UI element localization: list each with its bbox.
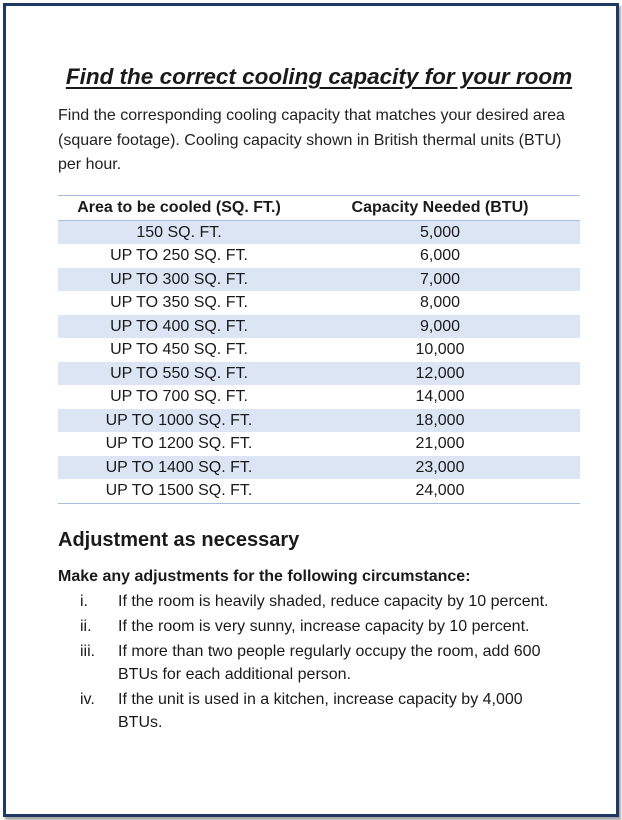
adjustment-subheading: Make any adjustments for the following circumstance: bbox=[58, 567, 471, 585]
table-row bbox=[58, 291, 580, 315]
capacity-cell: 12,000 bbox=[300, 362, 580, 386]
area-cell: 150 SQ. FT. bbox=[58, 220, 300, 244]
table-row bbox=[58, 479, 580, 503]
capacity-cell: 14,000 bbox=[415, 388, 465, 406]
capacity-cell: 7,000 bbox=[300, 268, 580, 292]
adjustment-list bbox=[58, 590, 580, 734]
header-capacity: Capacity Needed (BTU) bbox=[300, 195, 580, 220]
area-cell: UP TO 450 SQ. FT. bbox=[110, 341, 248, 359]
area-cell: UP TO 400 SQ. FT. bbox=[58, 315, 300, 339]
document-content bbox=[58, 60, 580, 736]
table-row bbox=[58, 338, 580, 362]
area-cell: UP TO 350 SQ. FT. bbox=[110, 294, 248, 312]
capacity-cell: 8,000 bbox=[419, 294, 461, 312]
page-title: Find the correct cooling capacity for your room bbox=[65, 64, 573, 89]
table-row bbox=[58, 220, 580, 244]
list-text: If the room is heavily shaded, reduce capacity by 10 percent. bbox=[118, 592, 549, 610]
area-cell: UP TO 250 SQ. FT. bbox=[110, 247, 248, 265]
area-cell: UP TO 700 SQ. FT. bbox=[110, 388, 248, 406]
table-row bbox=[58, 362, 580, 386]
capacity-cell: 10,000 bbox=[415, 341, 465, 359]
area-cell: UP TO 1200 SQ. FT. bbox=[105, 435, 253, 453]
document-frame bbox=[3, 3, 619, 817]
adjustment-heading: Adjustment as necessary bbox=[58, 528, 300, 551]
list-text: If the unit is used in a kitchen, increase capacity by 4,000 BTUs. bbox=[118, 690, 523, 731]
list-item bbox=[58, 688, 580, 734]
list-number: i. bbox=[80, 592, 88, 610]
capacity-cell: 6,000 bbox=[419, 247, 461, 265]
capacity-cell: 24,000 bbox=[300, 479, 580, 503]
capacity-cell: 18,000 bbox=[300, 409, 580, 433]
capacity-cell: 21,000 bbox=[415, 435, 465, 453]
area-cell: UP TO 300 SQ. FT. bbox=[58, 268, 300, 292]
capacity-cell: 23,000 bbox=[300, 456, 580, 480]
table-row bbox=[58, 432, 580, 456]
header-area: Area to be cooled (SQ. FT.) bbox=[58, 195, 300, 220]
table-row bbox=[58, 385, 580, 409]
list-text: If the room is very sunny, increase capacity by 10 percent. bbox=[118, 617, 530, 635]
table-header-row bbox=[58, 195, 580, 220]
area-cell: UP TO 550 SQ. FT. bbox=[58, 362, 300, 386]
area-cell: UP TO 1000 SQ. FT. bbox=[58, 409, 300, 433]
capacity-table bbox=[58, 195, 580, 504]
list-text: If more than two people regularly occupy the room, add 600 BTUs for each additional person. bbox=[118, 642, 541, 683]
capacity-cell: 9,000 bbox=[300, 315, 580, 339]
list-number: ii. bbox=[80, 617, 92, 635]
list-item bbox=[58, 590, 580, 613]
table-row bbox=[58, 409, 580, 433]
list-item bbox=[58, 640, 580, 686]
list-number: iii. bbox=[80, 642, 96, 660]
area-cell: UP TO 1500 SQ. FT. bbox=[58, 479, 300, 503]
area-cell: UP TO 1400 SQ. FT. bbox=[58, 456, 300, 480]
table-row bbox=[58, 244, 580, 268]
list-item bbox=[58, 615, 580, 638]
capacity-cell: 5,000 bbox=[300, 220, 580, 244]
table-row bbox=[58, 456, 580, 480]
table-row bbox=[58, 268, 580, 292]
table-row bbox=[58, 315, 580, 339]
list-number: iv. bbox=[80, 690, 95, 708]
intro-paragraph: Find the corresponding cooling capacity that matches your desired area (square footage). Cooling capacity shown in British thermal units (BTU) per hour. bbox=[58, 107, 565, 173]
